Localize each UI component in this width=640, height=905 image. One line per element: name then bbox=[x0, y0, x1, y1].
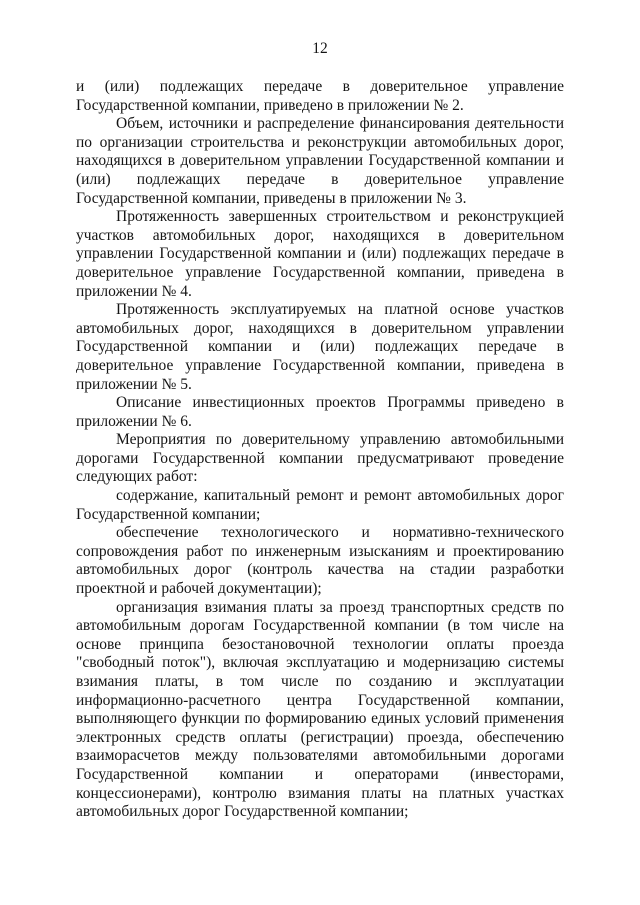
paragraph-work-maintenance: содержание, капитальный ремонт и ремонт автомобильных дорог Государственной компании; bbox=[76, 487, 564, 523]
page-number: 12 bbox=[312, 40, 328, 57]
paragraph-appendix-4: Протяженность завершенных строительством и реконструкцией участков автомобильных дорог, находящихся в доверительном управлении Государственной компании и (или) подлежащих передаче в доверительное управление Государственной компании, приведена в приложении № 4. bbox=[76, 208, 564, 300]
paragraph-work-toll-collection: организация взимания платы за проезд транспортных средств по автомобильным дорогам Государственной компании (в том числе на основе принципа безостановочной технологии оплаты проезда "свободный поток"), включая эксплуатацию и модернизацию системы взимания платы, в том числе по созданию и эксплуатации информационно-расчетного центра Государственной компании, выполняющего функции по формированию единых условий применения электронных средств оплаты (регистрации) проезда, обеспечению взаиморасчетов между пользователями автомобильными дорогами Государственной компании и операторами (инвесторами, концессионерами), контролю взимания платы на платных участках автомобильных дорог Государственной компании; bbox=[76, 598, 564, 821]
paragraph-works-intro: Мероприятия по доверительному управлению автомобильными дорогами Государственной компании предусматривают проведение следующих работ: bbox=[76, 431, 564, 486]
paragraph-work-technical-support: обеспечение технологического и нормативно-технического сопровождения работ по инженерным изысканиям и проектированию автомобильных дорог (контроль качества на стадии разработки проектной и рабочей документации); bbox=[76, 524, 564, 598]
document-body bbox=[76, 78, 564, 822]
paragraph-appendix-5: Протяженность эксплуатируемых на платной основе участков автомобильных дорог, находящихся в доверительном управлении Государственной компании и (или) подлежащих передаче в доверительное управление Государственной компании, приведена в приложении № 5. bbox=[76, 301, 564, 393]
paragraph-appendix-2-continuation: и (или) подлежащих передаче в доверительное управление Государственной компании, приведено в приложении № 2. bbox=[76, 78, 564, 114]
paragraph-appendix-6: Описание инвестиционных проектов Программы приведено в приложении № 6. bbox=[76, 394, 564, 430]
paragraph-appendix-3: Объем, источники и распределение финансирования деятельности по организации строительства и реконструкции автомобильных дорог, находящихся в доверительном управлении Государственной компании и (или) подлежащих передаче в доверительное управление Государственной компании, приведены в приложении № 3. bbox=[76, 115, 564, 207]
